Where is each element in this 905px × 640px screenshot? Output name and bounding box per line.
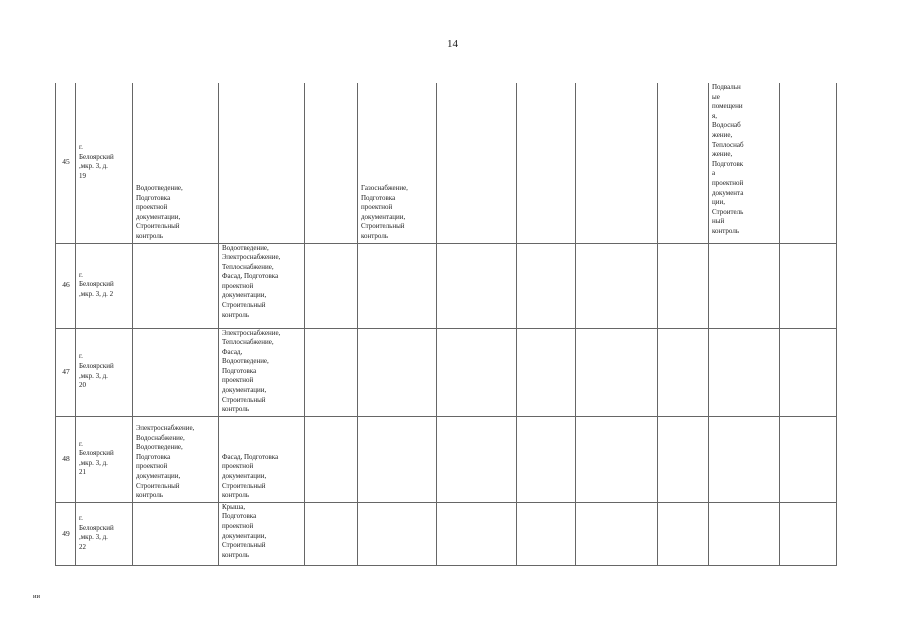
work-type-cell	[658, 83, 709, 243]
address-text: г. Белоярский ,мкр. 3, д. 2	[79, 270, 114, 298]
work-type-cell	[219, 502, 305, 565]
work-type-cell	[658, 416, 709, 502]
work-type-cell	[133, 243, 219, 328]
work-type-cell	[709, 502, 780, 565]
work-type-text: Крыша, Подготовка проектной документации, Строительный контроль	[222, 502, 267, 559]
work-type-cell	[219, 83, 305, 243]
work-type-cell	[305, 416, 358, 502]
work-type-cell	[517, 83, 576, 243]
work-type-cell	[437, 502, 517, 565]
footer-mark: ии	[33, 593, 40, 600]
work-type-cell	[658, 243, 709, 328]
work-type-cell	[437, 83, 517, 243]
address-text: г. Белоярский ,мкр. 3, д. 21	[79, 439, 114, 477]
work-type-cell	[780, 328, 837, 416]
work-type-cell	[219, 243, 305, 328]
work-type-cell	[133, 416, 219, 502]
work-type-text: Фасад, Подготовка проектной документации, Строительный контроль	[222, 452, 279, 500]
work-type-cell	[709, 243, 780, 328]
row-number-cell: 46	[56, 243, 76, 328]
work-type-cell	[780, 83, 837, 243]
work-type-cell	[576, 328, 658, 416]
address-cell	[76, 243, 133, 328]
work-type-cell	[576, 416, 658, 502]
work-type-cell	[709, 83, 780, 243]
work-type-cell	[780, 502, 837, 565]
work-type-text: Подвальн ые помещени я, Водоснаб жение, Теплоснаб жение, Подготовк а проектной документа ции, Строитель ный контроль	[712, 83, 744, 235]
work-type-cell	[133, 83, 219, 243]
row-number-cell: 47	[56, 328, 76, 416]
address-text: г. Белоярский ,мкр. 3, д. 22	[79, 514, 114, 551]
work-type-cell	[517, 416, 576, 502]
row-number-cell: 49	[56, 502, 76, 565]
work-type-cell	[305, 83, 358, 243]
work-type-cell	[658, 502, 709, 565]
row-number-cell: 48	[56, 416, 76, 502]
work-type-cell	[219, 328, 305, 416]
work-type-cell	[658, 328, 709, 416]
table-row	[56, 243, 837, 328]
work-type-cell	[780, 416, 837, 502]
work-type-cell	[517, 328, 576, 416]
table-row	[56, 416, 837, 502]
page-number: 14	[447, 38, 458, 50]
work-type-cell	[437, 243, 517, 328]
work-type-text: Электроснабжение, Водоснабжение, Водоотведение, Подготовка проектной документации, Строительный контроль	[136, 424, 195, 500]
work-type-cell	[358, 243, 437, 328]
work-type-cell	[305, 328, 358, 416]
work-type-cell	[358, 328, 437, 416]
work-type-cell	[709, 416, 780, 502]
work-type-cell	[576, 83, 658, 243]
work-type-cell	[437, 328, 517, 416]
address-cell	[76, 83, 133, 243]
work-schedule-table-wrap	[55, 83, 837, 566]
work-type-text: Водоотведение, Электроснабжение, Теплоснабжение, Фасад, Подготовка проектной документации, Строительный контроль	[222, 243, 281, 319]
work-type-cell	[133, 328, 219, 416]
table-row	[56, 502, 837, 565]
work-type-text: Газоснабжение, Подготовка проектной документации, Строительный контроль	[361, 183, 408, 240]
work-type-text: Водоотведение, Подготовка проектной документации, Строительный контроль	[136, 183, 183, 240]
work-type-cell	[780, 243, 837, 328]
address-text: г. Белоярский ,мкр. 3, д. 20	[79, 352, 114, 390]
work-type-cell	[576, 243, 658, 328]
work-type-cell	[358, 83, 437, 243]
work-type-text: Электроснабжение, Теплоснабжение, Фасад, Водоотведение, Подготовка проектной документации, Строительный контроль	[222, 328, 281, 414]
address-cell	[76, 416, 133, 502]
work-type-cell	[133, 502, 219, 565]
work-type-cell	[709, 328, 780, 416]
address-text: г. Белоярский ,мкр. 3, д. 19	[79, 143, 114, 180]
row-number-cell: 45	[56, 83, 76, 243]
work-type-cell	[219, 416, 305, 502]
work-type-cell	[358, 502, 437, 565]
work-type-cell	[517, 502, 576, 565]
work-type-cell	[437, 416, 517, 502]
table-body	[56, 83, 837, 565]
table-row	[56, 83, 837, 243]
address-cell	[76, 502, 133, 565]
work-type-cell	[305, 243, 358, 328]
work-type-cell	[517, 243, 576, 328]
work-type-cell	[305, 502, 358, 565]
address-cell	[76, 328, 133, 416]
work-schedule-table	[55, 83, 837, 566]
table-row	[56, 328, 837, 416]
work-type-cell	[576, 502, 658, 565]
work-type-cell	[358, 416, 437, 502]
